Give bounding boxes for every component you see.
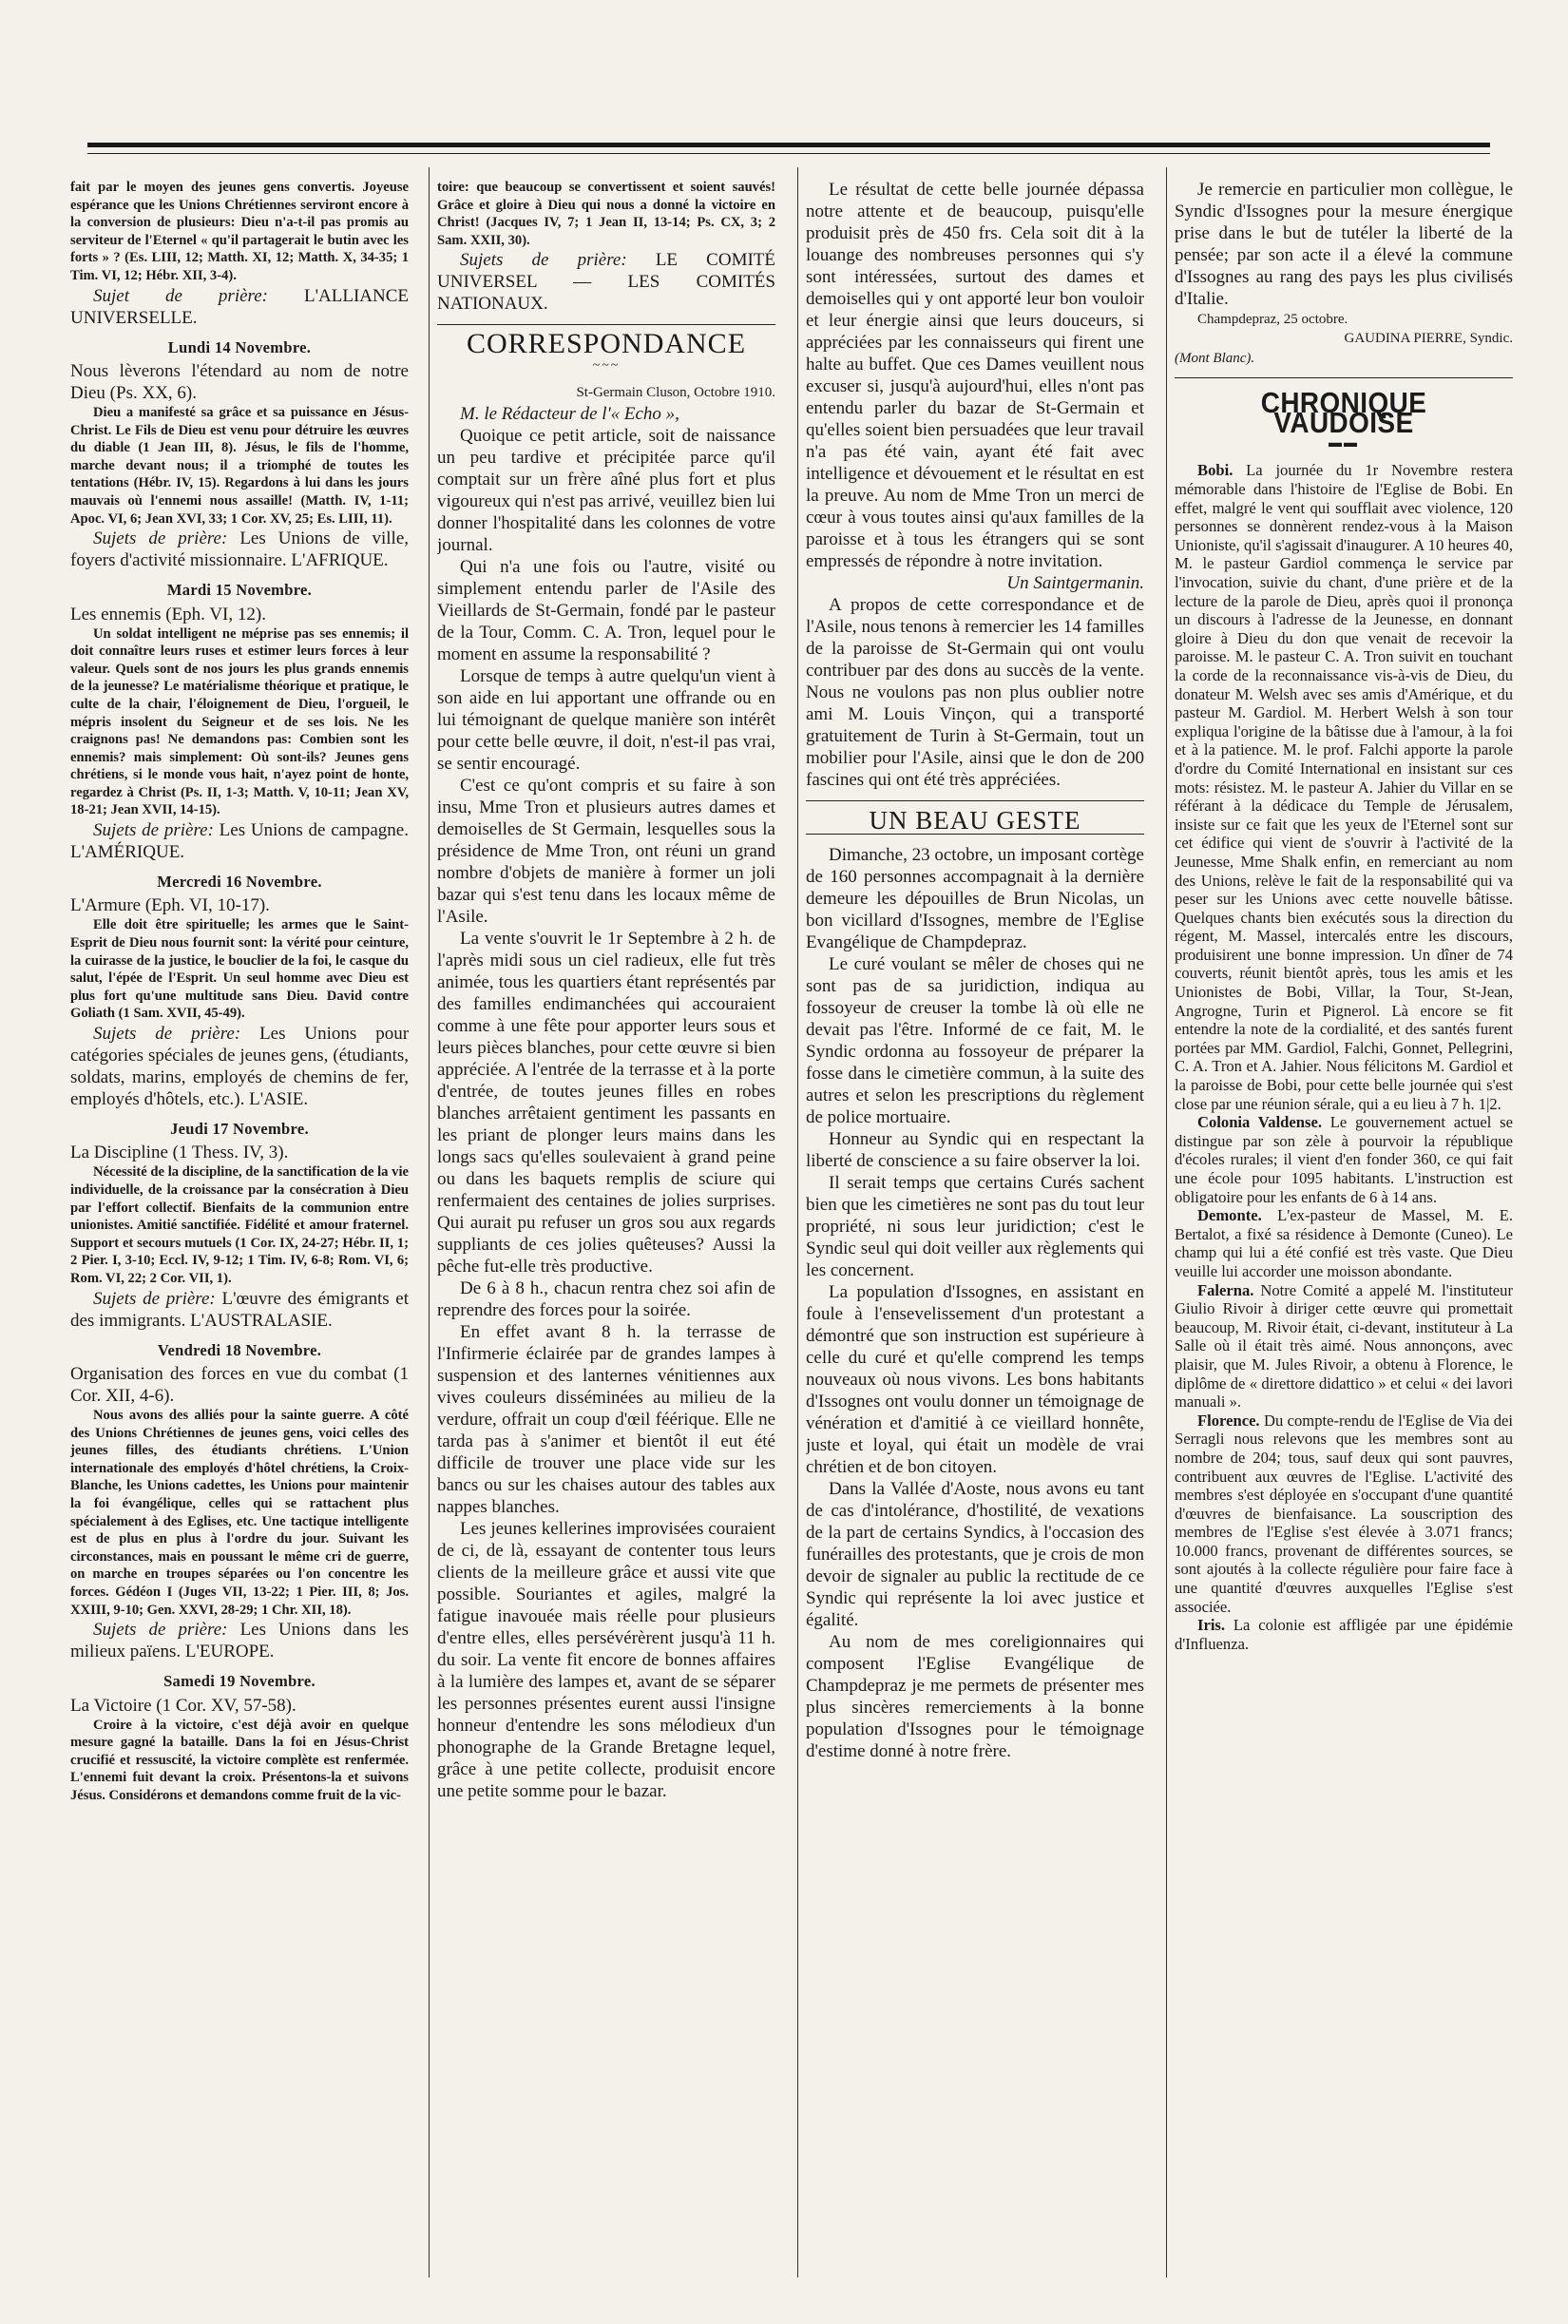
section-title-un-beau-geste: UN BEAU GESTE — [869, 806, 1081, 835]
news-colonia: Le gouvernement actuel se distingue par son zèle à pourvoir la république d'écoles rurales; il vient d'en fonder 360, ce qui fait une école pour 1095 habitants. L'instruction est obligatoire pour les enfants de 6 à 14 ans. — [1175, 1113, 1513, 1206]
paragraph: Qui n'a une fois ou l'autre, visité ou simplement entendu parler de l'Asile des Vieillards de St-Germain, fondé par le pasteur de la Tour, Comm. C. A. Tron, lequel pour le moment en assume la responsabilité ? — [437, 556, 775, 664]
paragraph: Honneur au Syndic qui en respectant la liberté de conscience a su faire observer la loi. — [806, 1129, 1144, 1172]
day-theme: Nous lèverons l'étendard au nom de notre Dieu (Ps. XX, 6). — [70, 360, 409, 403]
prayer-continuation: toire: que beaucoup se convertissent et soient sauvés! Grâce et gloire à Dieu qui nous a donné la victoire en Christ! (Jacques IV, 7; 1 Jean II, 13-14; Ps. CX, 3; 2 Sam. XXII, 30). — [437, 180, 775, 248]
column-prayer-week — [70, 179, 409, 2270]
column-divider — [1166, 167, 1167, 2277]
signature: GAUDINA PIERRE, Syndic. — [1344, 331, 1513, 347]
locality-florence: Florence. — [1197, 1411, 1260, 1430]
paragraph: La vente s'ouvrit le 1r Septembre à 2 h. de l'après midi sous un ciel radieux, elle fut très animée, tous les quartiers étant représentés par des familles endimanchées qui accouraient comme à une fête pour apporter leurs sous et leurs pièces blanches, pour cette œuvre si bien appréciée. A l'entrée de la terrasse et à la porte d'entrée, de toutes jeunes filles en robes blanches arrêtaient gentiment les passants en les priant de plonger leurs mains dans les longs sacs qu'elles soulevaient à grand peine ou dans les baquets remplis de sciure qui renfermaient des centaines de jolies surprises. Qui aurait pu refuser un gros sou aux regards suppliants de ces jolies quêteuses? Aussi la pêche fut-elle très productive. — [437, 928, 775, 1277]
paragraph: En effet avant 8 h. la terrasse de l'Infirmerie éclairée par de grandes lampes à suspension et des lanternes vénitiennes aux vives couleurs disséminées au milieu de la verdure, offrait un coup d'œil féérique. Elle ne tarda pas à s'animer et bientôt il eut été difficile de trouver une place vide sur les bancs ou sur les chaises autour des tables aux nappes blanches. — [437, 1321, 775, 1517]
news-florence: Du compte-rendu de l'Eglise de Via dei Serragli nous relevons que les membres sont au nombre de 204; tous, sauf deux qui sont pauvres, contribuent aux œuvres de l'Eglise. L'activité des membres s'est déployée en s'occupant d'une quantité d'œuvres de bienfaisance. La souscription des membres de l'Eglise s'est élevée à 3.071 francs; 10.000 francs, provenant de différentes sources, se sont ajoutés à la collecte régulière pour faire face à une quantité d'œuvres auxquelles l'Eglise s'est associée. — [1175, 1411, 1513, 1616]
paragraph: Je remercie en particulier mon collègue, le Syndic d'Issognes pour la mesure énergique prise dans le but de tutéler la liberté de la pensée; par son acte il a élevé la commune d'Issognes au rang des pays les plus civilisés d'Italie. — [1175, 180, 1513, 309]
column-chronique-vaudoise — [1175, 179, 1513, 2270]
region: (Mont Blanc). — [1175, 350, 1255, 366]
prayer-subject-label: Sujet de prière: — [93, 285, 268, 306]
day-theme: La Victoire (1 Cor. XV, 57-58). — [70, 1695, 296, 1716]
salutation: M. le Rédacteur de l'« Echo », — [460, 403, 679, 424]
place-date: Champdepraz, 25 octobre. — [1197, 312, 1348, 327]
paragraph: Dimanche, 23 octobre, un imposant cortège de 160 personnes accompagnait à la dernière demeure les dépouilles de Brun Nicolas, un bon vicillard d'Issognes, membre de l'Eglise Evangélique de Champdepraz. — [806, 845, 1144, 953]
prayer-subject-label: Sujets de prière: — [93, 1024, 241, 1045]
prayer-subject-label: Sujets de prière: — [93, 1620, 228, 1641]
paragraph: De 6 à 8 h., chacun rentra chez soi afin de reprendre des forces pour la soirée. — [437, 1277, 775, 1320]
column-correspondance — [437, 179, 775, 2270]
news-falerna: Notre Comité a appelé M. l'instituteur Giulio Rivoir à diriger cette œuvre qui promettait beaucoup, M. Rivoir était, ci-devant, instituteur à La Salle où il était très aimé. Nous annonçons, avec plaisir, que M. Jules Rivoir, a obtenu à Florence, le diplôme de « direttore didattico » et celui « dei lavori manuali ». — [1175, 1280, 1513, 1412]
day-theme: La Discipline (1 Thess. IV, 3). — [70, 1143, 289, 1163]
locality-colonia: Colonia Valdense. — [1197, 1113, 1322, 1132]
day-heading: Jeudi 17 Novembre. — [170, 1120, 309, 1139]
prayer-subject-label: Sujets de prière: — [93, 528, 228, 549]
section-rule — [1175, 377, 1513, 378]
prayer-subject: L'œuvre des émigrants et des immigrants. L'AUSTRALASIE. — [70, 1288, 409, 1331]
day-body: Nous avons des alliés pour la sainte guerre. A côté des Unions Chrétiennes de jeunes gens, voici celles des jeunes filles, des étudiants chrétiens. L'Union internationale des employés d'hôtel chrétiens, la Croix-Blanche, les Unions cadettes, les Unions pour maintenir la foi évangélique, celles qui se rattachent plus spécialement à des Eglises, etc. Une tactique intelligente est de plus en plus à l'ordre du jour. Suivant les circonstances, mais en poussant le même cri de guerre, on marche en troupes séparées ou l'on concentre les forces. Gédéon I (Juges VII, 13-22; 1 Pier. III, 8; Jos. XXIII, 9-10; Gen. XXVI, 28-29; 1 Chr. XII, 18). — [70, 1408, 409, 1618]
locality-bobi: Bobi. — [1197, 461, 1233, 480]
dateline: St-Germain Cluson, Octobre 1910. — [576, 385, 775, 401]
day-heading: Mardi 15 Novembre. — [166, 581, 313, 600]
paragraph: C'est ce qu'ont compris et su faire à son insu, Mme Tron et plusieurs autres dames et demoiselles de St Germain, lesquelles sous la présidence de Mme Tron, ont réuni un grand nombre d'objets de manière à former un joli bazar qui s'est tenu dans les locaux même de l'Asile. — [437, 775, 775, 927]
column-beau-geste — [806, 179, 1144, 2270]
day-heading: Samedi 19 Novembre. — [163, 1672, 316, 1691]
news-bobi: La journée du 1r Novembre restera mémorable dans l'histoire de l'Eglise de Bobi. En effet, malgré le vent qui soufflait avec violence, 120 personnes se donnèrent rendez-vous à la Maison Unioniste, qu'il s'agissait d'inaugurer. A 10 heures 40, M. le pasteur Gardiol commença le service par l'invocation, suivie du chant, d'une prière et de la lecture de la parole de Dieu, après quoi il prononça un discours à l'adresse de la Jeunesse, en donnant gloire à Dieu du don que venait de recevoir la paroisse. M. le pasteur C. A. Tron suivit en touchant la corde de la reconnaissance vis-à-vis de Dieu, du donateur M. Welsh avec ses amis d'Amérique, et du pasteur M. Gardiol. M. Herbert Welsh à son tour expliqua l'origine de la bâtisse due à l'amour, à la foi et à la patience. M. le prof. Falchi apporte la parole d'ordre du Comité International en insistant sur ces mots: résistez. M. le pasteur A. Jahier du Villar en se référant à la dédicace du Temple de Jérusalem, insiste sur ce fait que les yeux de l'Eternel sont sur cet édifice qui vient de s'ouvrir à l'activité de la Jeunesse, Mme Shalk enfin, en remerciant au nom des Unions, relève le fait de la responsabilité qui va peser sur les Unions avec cette nouvelle bâtisse. Quelques chants bien exécutés sous la direction du régent, M. Massel, intercalés entre les discours, produisirent une bonne impression. Un dîner de 74 couverts, réunit bientôt après, tous les amis et les Unionistes de Bobi, Villar, la Tour, St-Jean, Angrogne, Turin et Pignerol. Là encore se fit entendre la note de la cordialité, et des santés furent portées par MM. Gardiol, Falchi, Gonnet, Pellegrini, C. A. Tron et A. Jahier. Nous félicitons M. Gardiol et la paroisse de Bobi, pour cette belle journée qui s'est close par une réunion sérale, qui a eu lieu à 7 h. 1|2. — [1175, 461, 1513, 1113]
prayer-subject-label: Sujets de prière: — [93, 1288, 216, 1309]
prayer-subject: Les Unions de campagne. L'AMÉRIQUE. — [70, 820, 409, 863]
paragraph: La population d'Issognes, en assistant en foule à l'ensevelissement d'un protestant a démontré que son instruction est supérieure à celle du curé et qu'elle comprend les temps nouveaux où nous vivons. Les bons habitants d'Issognes ont voulu donner un témoignage de vénération et d'amitié à ce vieillard honnête, juste et loyal, qui était un modèle de vrai chrétien et de bon citoyen. — [806, 1282, 1144, 1478]
ornament: ▬▬ — [1329, 436, 1359, 451]
prayer-subject: Les Unions pour catégories spéciales de jeunes gens, (étudiants, soldats, marins, employés de chemins de fer, employés d'hôtels, etc.). L'ASIE. — [70, 1024, 409, 1110]
section-rule — [806, 800, 1144, 801]
locality-falerna: Falerna. — [1197, 1280, 1254, 1299]
day-heading: Mercredi 16 Novembre. — [157, 873, 322, 892]
prayer-subject: Les Unions dans les milieux païens. L'EUROPE. — [70, 1620, 409, 1662]
section-title-chronique-vaudoise: CHRONIQUE VAUDOISE — [1260, 386, 1427, 439]
column-divider — [429, 167, 430, 2277]
day-theme: L'Armure (Eph. VI, 10-17). — [70, 895, 270, 916]
day-body: Nécessité de la discipline, de la sanctification de la vie individuelle, de la croissance par la consécration à Dieu par l'effort collectif. Bienfaits de la communion entre unionistes. Amitié sanctifiée. Fidélité et amour fraternel. Support et secours mutuels (1 Cor. IX, 24-27; Hébr. II, 1; 2 Pier. I, 3-10; Eccl. IV, 9-12; 1 Tim. IV, 6-8; Rom. VI, 6; Rom. VI, 22; 2 Cor. VII, 1). — [70, 1164, 409, 1286]
paragraph: Le résultat de cette belle journée dépassa notre attente et de beaucoup, puisqu'elle produisit près de 450 frs. Cela soit dit à la louange des nombreuses personnes qui s'y sont intéressées, surtout des dames et demoiselles qui y ont apporté leur bon vouloir et leur énergie ainsi que leurs douceurs, si appréciées par les connaisseurs qui firent une halte au buffet. Que ces Dames veuillent nous excuser si, jusqu'à aujourd'hui, elles n'ont pas entendu parler du bazar de St-Germain et qu'elles soient bien persuadées que leur travail n'a pas été vain, ayant été fait avec intelligence et dévouement et le résultat en est la preuve. Au nom de Mme Tron un merci de cœur à vous toutes ainsi qu'aux familles de la paroisse et à tous les étrangers qui se sont empressés de répondre à notre invitation. — [806, 180, 1144, 571]
prayer-subject: LE COMITÉ UNIVERSEL — LES COMITÉS NATIONAUX. — [437, 250, 775, 315]
prayer-subject: Les Unions de ville, foyers d'activité missionnaire. L'AFRIQUE. — [70, 528, 409, 571]
paragraph: Le curé voulant se mêler de choses qui ne sont pas de sa juridiction, indiqua au fossoyeur de creuser la tombe là où elle ne devait pas l'être. Informé de ce fait, M. le Syndic ordonna au fossoyeur de préparer la fosse dans le cimetière commun, à la suite des autres et selon les prescriptions du règlement de police mortuaire. — [806, 954, 1144, 1128]
news-demonte: L'ex-pasteur de Massel, M. E. Bertalot, a fixé sa résidence à Demonte (Cuneo). Le champ qui lui a été confié est très vaste. Que Dieu veuille lui accorder une moisson abondante. — [1175, 1206, 1513, 1280]
ornament: ~~~ — [592, 357, 621, 373]
locality-demonte: Demonte. — [1197, 1206, 1262, 1225]
section-title-correspondance: CORRESPONDANCE — [466, 328, 747, 360]
locality-iris: Iris. — [1197, 1616, 1226, 1635]
news-iris: La colonie est affligée par une épidémie d'Influenza. — [1175, 1616, 1513, 1653]
paragraph: A propos de cette correspondance et de l'Asile, nous tenons à remercier les 14 familles de la paroisse de St-Germain qui ont voulu contribuer par des dons au succès de la vente. Nous ne voulons pas non plus oublier notre ami M. Louis Vinçon, qui a transporté gratuitement de Turin à St-Germain, tout un mobilier pour l'Asile, ainsi que le don de 200 fascines qui ont été très appréciées. — [806, 595, 1144, 790]
paragraph: Au nom de mes coreligionnaires qui composent l'Eglise Evangélique de Champdepraz je me permets de présenter mes plus sincères remerciements à la bonne population d'Issognes pour le témoignage d'estime donné à notre frère. — [806, 1632, 1144, 1762]
day-body: Dieu a manifesté sa grâce et sa puissance en Jésus-Christ. Le Fils de Dieu est venu pour détruire les œuvres du diable (1 Jean III, 8). Jésus, le fils de l'homme, marche devant nous; il a triomphé de toutes les tentations (Hébr. IV, 15). Regardons à lui dans les jours mauvais où l'ennemi nous assaille! (Matth. IV, 1-11; Apoc. VI, 6; Jean XVI, 33; 1 Cor. XV, 25; Es. LIII, 11). — [70, 404, 409, 527]
prayer-subject-label: Sujets de prière: — [93, 820, 214, 841]
section-rule — [437, 324, 775, 325]
day-heading: Lundi 14 Novembre. — [167, 337, 312, 356]
paragraph: Quoique ce petit article, soit de naissance un peu tardive et précipitée parce qu'il comptait sur un frère aîné plus fort et plus vigoureux qui n'est pas arrivé, veuillez bien lui donner l'hospitalité dans les colonnes de votre journal. — [437, 425, 775, 555]
day-theme: Organisation des forces en vue du combat (1 Cor. XII, 4-6). — [70, 1364, 409, 1406]
column-divider — [797, 167, 798, 2277]
signature: Un Saintgermanin. — [1006, 573, 1144, 593]
paragraph: Dans la Vallée d'Aoste, nous avons eu tant de cas d'intolérance, d'hostilité, de vexations de la part de certains Syndics, à l'occasion des funérailles des protestants, que je crois de mon devoir de signaler au public la rectitude de ce Syndic qui représente la loi avec justice et égalité. — [806, 1479, 1144, 1631]
day-theme: Les ennemis (Eph. VI, 12). — [70, 604, 266, 624]
paragraph: Il serait temps que certains Curés sachent bien que les cimetières ne sont pas du tout leur propriété, ni sous leur juridiction; c'est le Syndic seul qui doit veiller aux règlements qui les concernent. — [806, 1173, 1144, 1281]
paragraph: Lorsque de temps à autre quelqu'un vient à son aide en lui apportant une offrande ou en lui témoignant de quelque manière son intérêt pour cette belle œuvre, il doit, n'est-il pas vrai, se sentir encouragé. — [437, 665, 775, 774]
masthead-rule — [87, 143, 1490, 154]
prayer-subject-label: Sujets de prière: — [460, 250, 627, 271]
prayer-subject: L'ALLIANCE UNIVERSELLE. — [70, 285, 409, 328]
day-body: Elle doit être spirituelle; les armes que le Saint-Esprit de Dieu nous fournit sont: la vérité pour ceinture, la cuirasse de la justice, le bouclier de la foi, le casque du salut, l'épée de l'Esprit. Un seul homme avec Dieu est plus fort qu'une multitude sans Dieu. David contre Goliath (1 Sam. XVII, 45-49). — [70, 917, 409, 1022]
day-body: Un soldat intelligent ne méprise pas ses ennemis; il doit connaître leurs ruses et estimer leurs forces à leur valeur. Quels sont de nos jours les plus grands ennemis de la jeunesse? Le matérialisme théorique et pratique, le culte de la chair, l'éloignement de Dieu, l'orgueil, le mépris insolent du Seigneur et de ses lois. Ne les craignons pas! Ne demandons pas: Combien sont les ennemis? mais simplement: Où sont-ils? Jeunes gens chrétiens, si le monde vous hait, n'ayez point de honte, regardez à Christ (Ps. II, 1-3; Matth. V, 10-11; Jean XV, 18-21; Jean XVII, 14-15). — [70, 625, 409, 818]
paragraph: Les jeunes kellerines improvisées couraient de ci, de là, essayant de contenter tous leurs clients de la meilleure grâce et aussi vite que possible. Souriantes et agiles, malgré la fatigue inavouée mais réelle pour plusieurs d'entre elles, elles persévérèrent jusqu'à 11 h. du soir. La vente fit encore de bonnes affaires à la lumière des lampes et, avant de se séparer les personnes présentes eurent aussi l'insigne honneur d'entendre les sons mélodieux d'un phonographe de la Grande Bretagne lequel, grâce à une petite collecte, produisit encore une petite somme pour le bazar. — [437, 1518, 775, 1801]
prayer-intro: fait par le moyen des jeunes gens convertis. Joyeuse espérance que les Unions Chrétiennes serviront encore à la conversion de plusieurs: Dieu n'a-t-il pas promis au serviteur de l'Eternel « qu'il partagerait le butin avec les forts » ? (Es. LIII, 12; Matth. XI, 12; Matth. X, 34-35; 1 Tim. VI, 12; Hébr. XII, 3-4). — [70, 180, 409, 283]
day-heading: Vendredi 18 Novembre. — [157, 1340, 322, 1359]
day-body: Croire à la victoire, c'est déjà avoir en quelque mesure gagné la bataille. Dans la foi en Jésus-Christ crucifié et ressuscité, la victoire complète est renfermée. L'ennemi fuit devant la croix. Présentons-la et suivons Jésus. Considérons et demandons comme fruit de la vic- — [70, 1717, 409, 1803]
